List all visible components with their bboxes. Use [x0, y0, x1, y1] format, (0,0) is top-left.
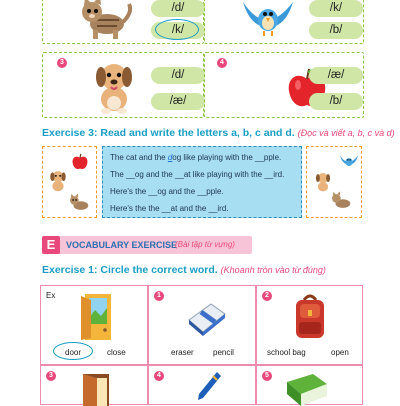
- cat-picture: [75, 0, 135, 42]
- answer-circle: [155, 19, 199, 40]
- exercise1-title: [42, 264, 326, 276]
- exercise1-subtitle: (Khoanh tròn vào từ đúng): [220, 265, 326, 275]
- option-pill[interactable]: /d/: [151, 0, 205, 17]
- option-pill[interactable]: /k/: [151, 22, 205, 39]
- exercise3-sentence-2[interactable]: The __og and the __at like playing with the __ird.: [110, 170, 285, 179]
- word-option[interactable]: door: [65, 348, 82, 357]
- option-pill[interactable]: /æ/: [309, 67, 363, 84]
- cell-label: Ex: [46, 291, 56, 300]
- vocab-cell-pen: [148, 365, 256, 405]
- word-option[interactable]: close: [107, 348, 126, 357]
- pen-picture: [193, 370, 223, 404]
- section-e-header: [42, 236, 252, 254]
- section-e-title: VOCABULARY EXERCISE: [66, 240, 178, 250]
- card-number: 4: [217, 58, 227, 68]
- sentence-text: og like playing with the __pple.: [172, 153, 282, 162]
- vocab-cell-door: [40, 285, 148, 365]
- option-pill[interactable]: /æ/: [151, 93, 205, 110]
- exercise3-left-picture-box: [42, 146, 97, 218]
- section-e-subtitle: (Bài tập từ vựng): [175, 240, 235, 249]
- word-option[interactable]: school bag: [267, 348, 306, 357]
- option-pill[interactable]: /d/: [151, 67, 205, 84]
- word-option[interactable]: pencil: [213, 348, 234, 357]
- open-door-picture: [77, 372, 113, 406]
- word-option[interactable]: open: [331, 348, 349, 357]
- exercise3-right-picture-box: [306, 146, 362, 218]
- word-option[interactable]: eraser: [171, 348, 194, 357]
- sentence-text: The cat and the: [110, 153, 168, 162]
- answer-circle: [53, 342, 93, 360]
- exercise3-title: [42, 127, 395, 139]
- apple-icon-small: [71, 153, 89, 171]
- cell-number: 5: [262, 371, 272, 381]
- cell-number: 1: [154, 291, 164, 301]
- exercise3-subtitle: (Đọc và viết a, b, c và d): [297, 128, 395, 138]
- option-pill[interactable]: /b/: [309, 93, 363, 110]
- book-picture: [283, 372, 329, 406]
- vocab-cell-school-bag: [256, 285, 363, 365]
- exercise3-sentence-4[interactable]: Here's the the __at and the __ird.: [110, 204, 229, 213]
- sound-card-bird: [204, 0, 364, 44]
- door-picture: [81, 292, 115, 342]
- vocab-cell-book: [256, 365, 363, 405]
- sound-cards-section: [42, 0, 364, 118]
- exercise3-sentence-1[interactable]: [110, 153, 281, 162]
- sentence-answer: d: [167, 153, 173, 162]
- dog-picture: [89, 59, 139, 115]
- option-pill[interactable]: /k/: [309, 0, 363, 17]
- school-bag-picture: [291, 292, 329, 342]
- sound-card-cat: [42, 0, 204, 44]
- vocab-cell-door-open: [40, 365, 148, 405]
- cat-icon-small: [67, 191, 93, 215]
- eraser-picture: [181, 298, 229, 338]
- exercise3-title-text: Exercise 3: Read and write the letters a, b, c and d.: [42, 127, 295, 139]
- cell-number: 3: [46, 371, 56, 381]
- cat-icon-small: [329, 189, 355, 213]
- section-letter-badge: E: [42, 236, 60, 254]
- dog-icon-small: [47, 169, 69, 193]
- vocab-cell-eraser: [148, 285, 256, 365]
- cell-number: 4: [154, 371, 164, 381]
- bird-icon-small: [337, 151, 361, 171]
- sound-card-apple: [204, 52, 364, 118]
- sound-card-dog: [42, 52, 204, 118]
- cell-number: 2: [262, 291, 272, 301]
- exercise3-sentence-3[interactable]: Here's the __og and the __pple.: [110, 187, 224, 196]
- bird-picture: [235, 0, 301, 42]
- exercise1-title-text: Exercise 1: Circle the correct word.: [42, 264, 218, 276]
- option-pill[interactable]: /b/: [309, 22, 363, 39]
- card-number: 3: [57, 58, 67, 68]
